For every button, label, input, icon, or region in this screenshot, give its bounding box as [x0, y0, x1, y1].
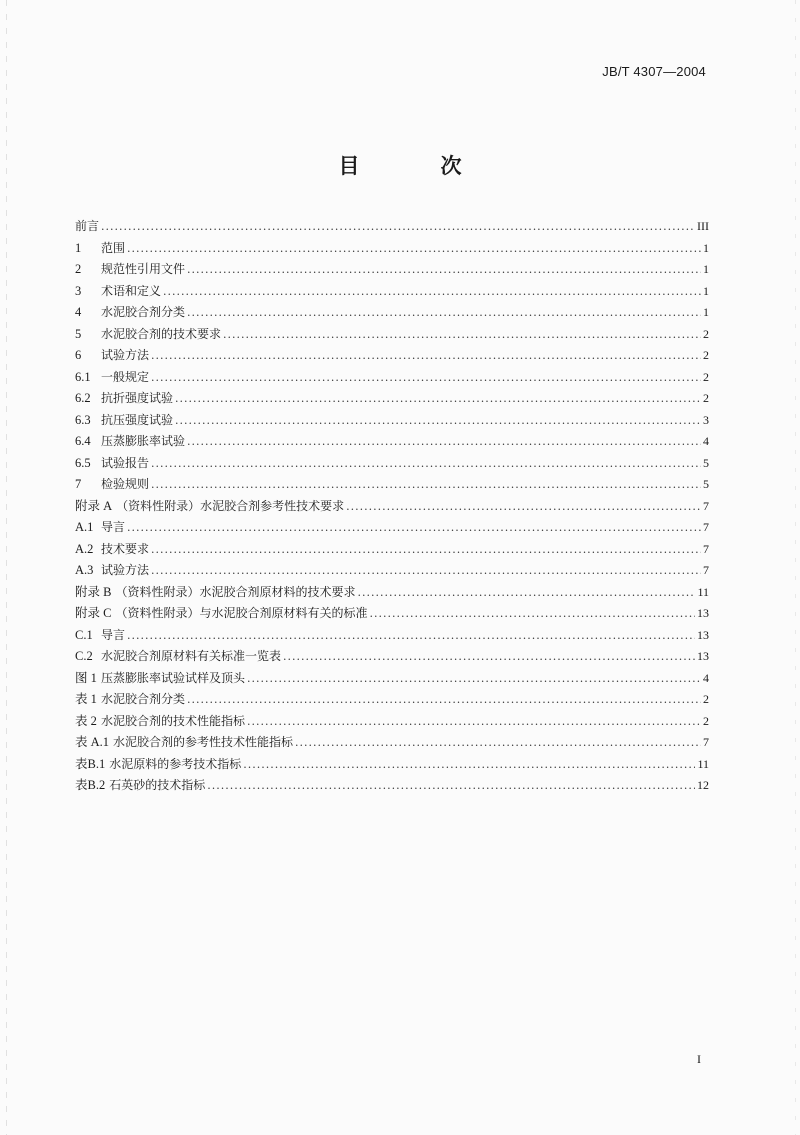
toc-entry[interactable]	[75, 689, 709, 711]
toc-leader-dots	[151, 539, 701, 561]
toc-entry-page: 7	[703, 520, 709, 534]
toc-entry-title: 水泥胶合剂分类	[101, 305, 186, 319]
toc-entry-number: 附录 B	[75, 584, 112, 599]
toc-entry[interactable]	[75, 625, 709, 647]
toc-entry-page: 2	[703, 692, 709, 706]
toc-entry[interactable]	[75, 754, 709, 776]
toc-entry[interactable]	[75, 281, 709, 303]
toc-entry-title: 范围	[101, 240, 126, 255]
toc-leader-dots	[187, 431, 701, 453]
toc-entry[interactable]	[75, 539, 709, 561]
toc-entry[interactable]	[75, 453, 709, 475]
toc-entry-title: 导言	[101, 627, 126, 642]
toc-entry[interactable]	[75, 238, 709, 260]
toc-entry-number: 6.2	[75, 391, 91, 405]
toc-entry-page: III	[697, 219, 709, 233]
toc-leader-dots	[151, 367, 701, 389]
toc-entry[interactable]	[75, 324, 709, 346]
toc-entry-page: 1	[703, 283, 709, 298]
toc-entry-page: 13	[697, 649, 709, 663]
toc-entry[interactable]	[75, 517, 709, 539]
toc-leader-dots	[295, 732, 701, 754]
toc-entry-title: 抗折强度试验	[101, 391, 174, 405]
toc-entry-number: A.1	[75, 520, 94, 534]
toc-entry-title: 试验方法	[101, 563, 150, 577]
toc-entry-page: 1	[703, 262, 709, 276]
toc-entry-number: 表B.1	[75, 756, 106, 771]
toc-leader-dots	[101, 216, 695, 238]
toc-entry[interactable]	[75, 302, 709, 324]
toc-entry-number: 附录 A	[75, 498, 113, 513]
toc-entry-number: 2	[75, 262, 82, 276]
toc-entry-page: 1	[703, 240, 709, 255]
toc-leader-dots	[357, 582, 695, 604]
toc-entry-number: 3	[75, 283, 82, 298]
toc-entry-title: 术语和定义	[101, 283, 162, 298]
toc-entry[interactable]	[75, 259, 709, 281]
toc-leader-dots	[175, 388, 701, 410]
table-of-contents	[75, 216, 709, 797]
toc-entry[interactable]	[75, 367, 709, 389]
toc-leader-dots	[187, 259, 701, 281]
toc-entry-number: A.3	[75, 563, 94, 577]
toc-leader-dots	[151, 453, 701, 475]
toc-leader-dots	[187, 302, 701, 324]
toc-entry-number: 表 A.1	[75, 735, 110, 749]
toc-entry[interactable]	[75, 474, 709, 496]
toc-entry[interactable]	[75, 582, 709, 604]
toc-entry-page: 4	[703, 434, 709, 448]
toc-entry-title: 前言	[75, 219, 100, 233]
toc-entry-page: 2	[703, 326, 709, 341]
toc-entry[interactable]	[75, 410, 709, 432]
toc-entry-number: 4	[75, 305, 82, 319]
toc-leader-dots	[207, 775, 695, 797]
toc-entry-title: 技术要求	[101, 541, 150, 556]
toc-entry-title: 一般规定	[101, 369, 150, 384]
toc-entry-number: C.1	[75, 627, 93, 642]
toc-entry-title: 试验方法	[101, 348, 150, 362]
toc-entry-number: 6.4	[75, 434, 91, 448]
toc-entry-title: （资料性附录）水泥胶合剂参考性技术要求	[116, 498, 345, 513]
toc-entry-page: 5	[703, 477, 709, 491]
toc-entry-number: C.2	[75, 649, 93, 663]
toc-entry-title: （资料性附录）与水泥胶合剂原材料有关的标准	[115, 606, 368, 620]
toc-entry-number: 图 1	[75, 670, 97, 685]
toc-entry[interactable]	[75, 216, 709, 238]
toc-entry-number: A.2	[75, 541, 94, 556]
toc-entry-number: 附录 C	[75, 606, 112, 620]
toc-leader-dots	[151, 560, 701, 582]
toc-leader-dots	[127, 238, 701, 260]
toc-title: 目 次	[338, 154, 492, 178]
toc-entry[interactable]	[75, 496, 709, 518]
toc-leader-dots	[127, 517, 701, 539]
toc-entry[interactable]	[75, 646, 709, 668]
toc-leader-dots	[163, 281, 701, 303]
toc-entry[interactable]	[75, 388, 709, 410]
toc-entry-title: 水泥胶合剂的参考性技术性能指标	[113, 735, 294, 749]
toc-entry-page: 7	[703, 735, 709, 749]
toc-entry[interactable]	[75, 560, 709, 582]
toc-entry-title: 石英砂的技术指标	[109, 778, 206, 792]
toc-entry-number: 表 2	[75, 713, 97, 728]
toc-entry-page: 7	[703, 541, 709, 556]
toc-entry-title: 水泥原料的参考技术指标	[109, 756, 242, 771]
toc-entry[interactable]	[75, 668, 709, 690]
toc-entry-number: 表B.2	[75, 778, 106, 792]
toc-leader-dots	[243, 754, 695, 776]
toc-leader-dots	[247, 668, 701, 690]
toc-entry-title: 试验报告	[101, 455, 150, 470]
toc-entry-page: 4	[703, 670, 709, 685]
toc-entry-number: 7	[75, 477, 82, 491]
toc-entry-number: 6.1	[75, 369, 91, 384]
toc-entry-page: 11	[697, 756, 709, 771]
toc-leader-dots	[151, 345, 701, 367]
toc-entry-page: 2	[703, 348, 709, 362]
toc-entry[interactable]	[75, 345, 709, 367]
toc-entry-page: 13	[697, 627, 709, 642]
toc-entry-title: 规范性引用文件	[101, 262, 186, 276]
toc-leader-dots	[283, 646, 695, 668]
toc-entry-page: 5	[703, 455, 709, 470]
toc-entry-page: 2	[703, 713, 709, 728]
toc-entry-page: 13	[697, 606, 709, 620]
toc-entry-page: 3	[703, 412, 709, 427]
toc-entry-title: 水泥胶合剂的技术要求	[101, 326, 222, 341]
toc-entry-number: 6	[75, 348, 82, 362]
toc-entry[interactable]	[75, 431, 709, 453]
toc-entry-number: 1	[75, 240, 82, 255]
page-number: I	[697, 1052, 701, 1066]
toc-leader-dots	[346, 496, 701, 518]
toc-entry-title: 水泥胶合剂原材料有关标准一览表	[101, 649, 282, 663]
toc-entry-page: 12	[697, 778, 709, 792]
document-id: JB/T 4307—2004	[602, 64, 706, 79]
toc-entry-title: 抗压强度试验	[101, 412, 174, 427]
toc-entry-page: 11	[697, 584, 709, 599]
toc-leader-dots	[127, 625, 695, 647]
toc-leader-dots	[247, 711, 701, 733]
toc-entry-page: 7	[703, 563, 709, 577]
toc-leader-dots	[151, 474, 701, 496]
toc-entry-title: （资料性附录）水泥胶合剂原材料的技术要求	[115, 584, 356, 599]
toc-entry-title: 压蒸膨胀率试验试样及顶头	[101, 670, 246, 685]
toc-entry-number: 表 1	[75, 692, 97, 706]
toc-entry-page: 7	[703, 498, 709, 513]
toc-entry-number: 6.5	[75, 455, 91, 470]
toc-entry-title: 检验规则	[101, 477, 150, 491]
toc-leader-dots	[369, 603, 695, 625]
toc-entry[interactable]	[75, 711, 709, 733]
toc-entry-title: 导言	[101, 520, 126, 534]
toc-entry[interactable]	[75, 603, 709, 625]
toc-entry[interactable]	[75, 775, 709, 797]
toc-entry-number: 5	[75, 326, 82, 341]
toc-entry-page: 1	[703, 305, 709, 319]
toc-entry-number: 6.3	[75, 412, 91, 427]
toc-entry-title: 水泥胶合剂分类	[101, 692, 186, 706]
toc-entry-page: 2	[703, 391, 709, 405]
toc-entry-title: 压蒸膨胀率试验	[101, 434, 186, 448]
toc-entry-title: 水泥胶合剂的技术性能指标	[101, 713, 246, 728]
toc-leader-dots	[187, 689, 701, 711]
toc-leader-dots	[223, 324, 701, 346]
toc-entry-page: 2	[703, 369, 709, 384]
toc-leader-dots	[175, 410, 701, 432]
toc-entry[interactable]	[75, 732, 709, 754]
